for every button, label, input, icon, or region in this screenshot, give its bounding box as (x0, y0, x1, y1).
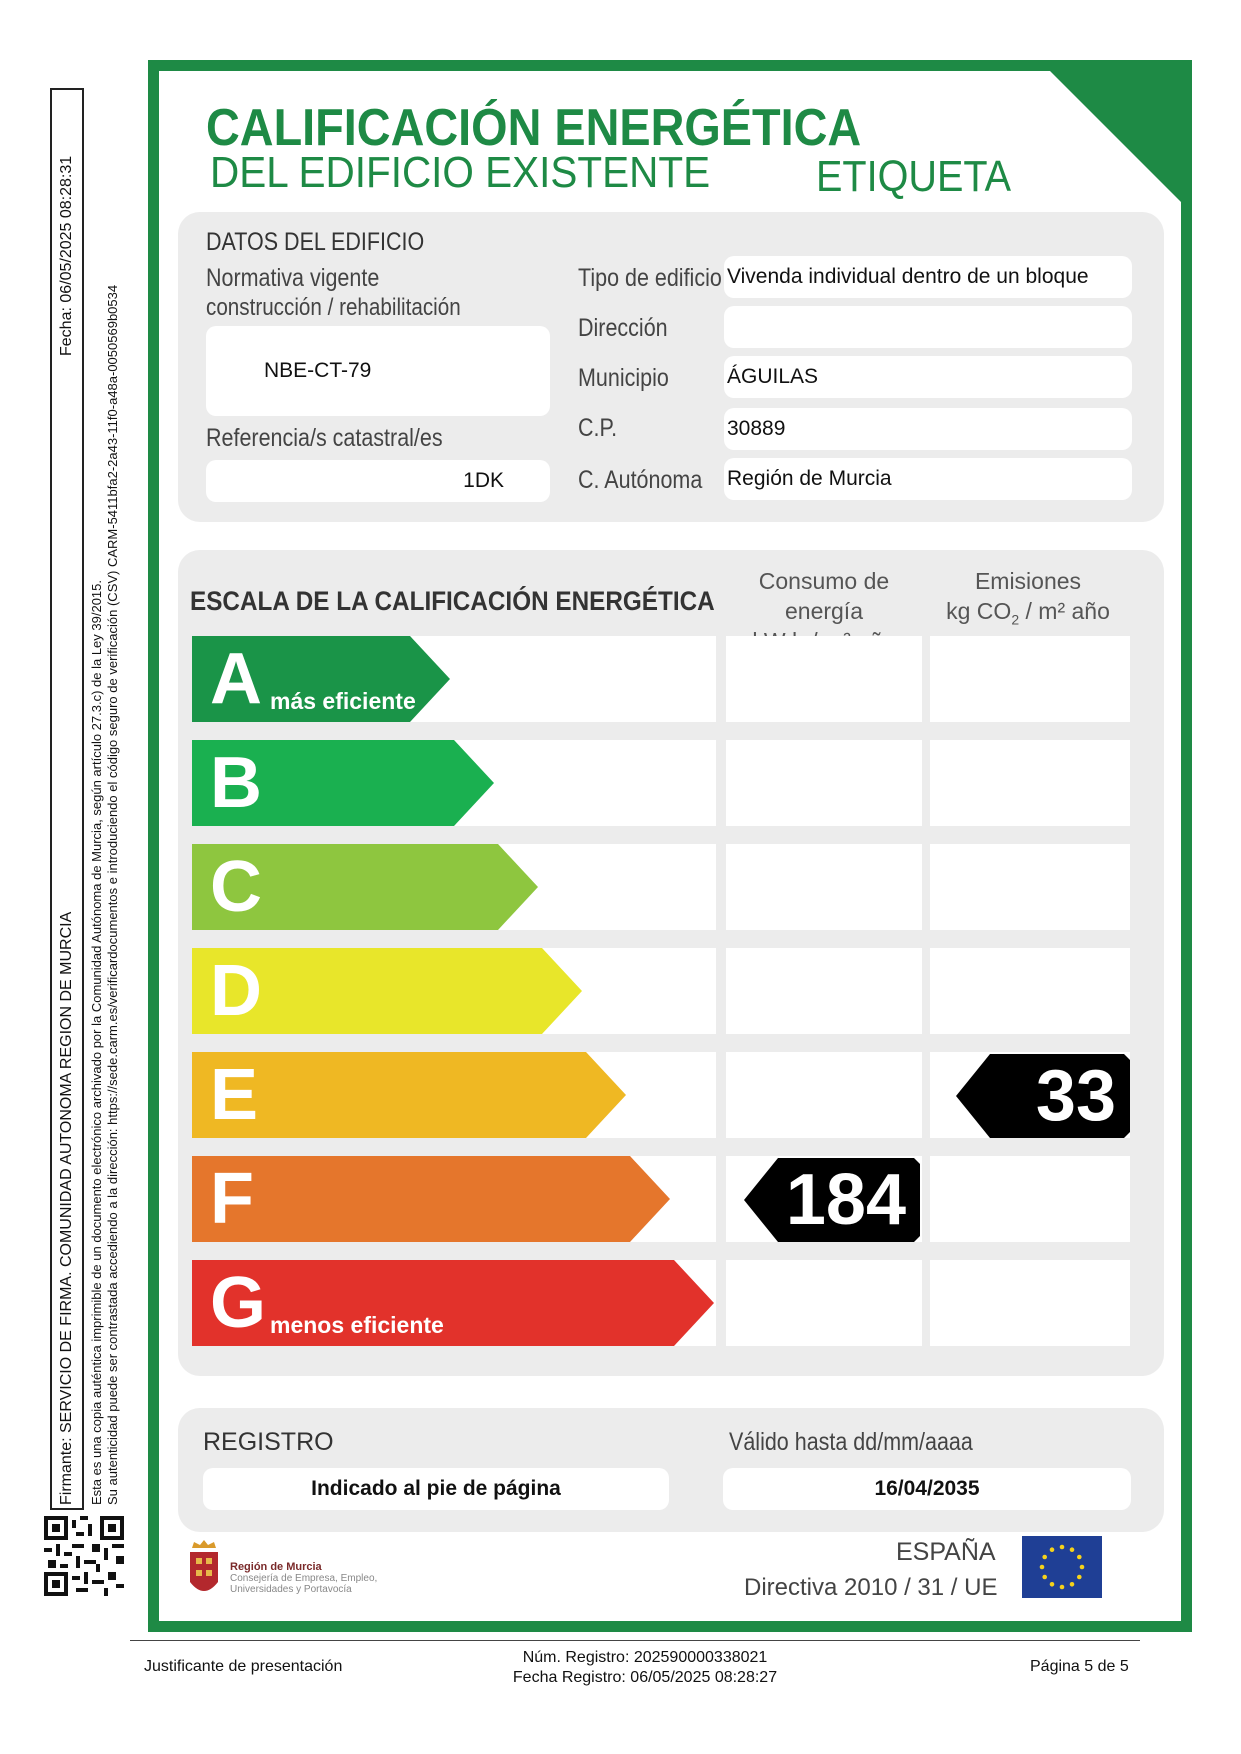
directiva-text: Directiva 2010 / 31 / UE (744, 1574, 998, 1601)
murcia-logo-line-2: Consejería de Empresa, Empleo, (230, 1573, 378, 1584)
valido-field (723, 1468, 1131, 1510)
scale-row-cell (930, 1156, 1130, 1242)
direccion-field (724, 306, 1132, 348)
escala-heading: ESCALA DE LA CALIFICACIÓN ENERGÉTICA (190, 586, 715, 616)
espana-text: ESPAÑA (896, 1538, 996, 1566)
eu-flag-icon (1022, 1536, 1102, 1598)
scale-row-cell (930, 948, 1130, 1034)
grade-letter: E (210, 1055, 259, 1135)
csv-text: Su autenticidad puede ser contrastada accediendo a la dirección: https://sede.carm.es/verificardocumentos e introduciendo el código seguro de verificación (CSV) CARM-5411bfa2-2a43-11f0-a48a-0050569b0534 (105, 284, 120, 1505)
scale-row-cell (930, 636, 1130, 722)
tipo-field (724, 256, 1132, 298)
registro-field (203, 1468, 669, 1510)
municipio-label: Municipio (578, 364, 669, 392)
scale-row-cell (726, 948, 922, 1034)
murcia-logo-line-1: Región de Murcia (230, 1561, 322, 1573)
murcia-coat-of-arms-icon (186, 1540, 222, 1602)
cp-label: C.P. (578, 414, 618, 442)
registro-heading: REGISTRO (203, 1428, 334, 1456)
scale-row-cell (726, 1052, 922, 1138)
valido-value: 16/04/2035 (874, 1477, 980, 1500)
scale-row-cell (930, 1260, 1130, 1346)
scale-row-cell (930, 844, 1130, 930)
title-calificacion: CALIFICACIÓN ENERGÉTICA (206, 99, 862, 157)
valido-label: Válido hasta dd/mm/aaaa (729, 1428, 973, 1456)
ca-value: Región de Murcia (727, 467, 892, 490)
emisiones-header (928, 566, 1128, 635)
emisiones-header-2: kg $CO_2 / m^2$ año (946, 598, 1110, 628)
grade-subtitle: más eficiente (270, 688, 416, 714)
referencia-value: 1DK (463, 469, 504, 492)
fecha-firma: Fecha: 06/05/2025 08:28:31 (58, 155, 75, 356)
footer-registro (480, 1648, 810, 1688)
emisiones-header-1: Emisiones (974, 568, 1082, 594)
grade-arrow-f (192, 1156, 672, 1242)
emisiones-badge-value: 33 (1035, 1056, 1116, 1136)
grade-letter: B (210, 743, 262, 823)
municipio-field (724, 356, 1132, 398)
frame-corner-triangle (1048, 69, 1183, 204)
scale-row-cell (930, 740, 1130, 826)
footer-num-registro: Núm. Registro: 202590000338021 (522, 1649, 768, 1666)
grade-letter: A (210, 639, 262, 719)
footer-pagina: Página 5 de 5 (1030, 1658, 1129, 1675)
grade-letter: D (210, 951, 262, 1031)
registro-value: Indicado al pie de página (311, 1477, 561, 1500)
referencia-field (206, 460, 550, 502)
footer-divider (130, 1640, 1140, 1641)
grade-letter: G (210, 1263, 267, 1343)
copia-autentica-text: Esta es una copia auténtica imprimible de un documento electrónico archivado por la Comunidad Autónoma de Murcia, según artículo 27.3.c) de la Ley 39/2015. (89, 580, 104, 1505)
datos-heading: DATOS DEL EDIFICIO (206, 228, 425, 256)
ca-field (724, 458, 1132, 500)
normativa-label-1: Normativa vigente (206, 264, 380, 292)
scale-row-cell (726, 1260, 922, 1346)
grade-letter: C (210, 847, 262, 927)
firmante-text: Firmante: SERVICIO DE FIRMA. COMUNIDAD AUTONOMA REGION DE MURCIA (58, 911, 75, 1505)
grade-subtitle: menos eficiente (270, 1312, 444, 1338)
tipo-value: Vivenda individual dentro de un bloque (727, 265, 1089, 288)
cp-value: 30889 (727, 417, 786, 440)
footer-justificante: Justificante de presentación (144, 1658, 343, 1675)
normativa-value: NBE-CT-79 (264, 359, 372, 382)
consumo-header-1: Consumo de energía (758, 568, 890, 624)
scale-row-cell (726, 844, 922, 930)
title-etiqueta: ETIQUETA (816, 152, 1012, 201)
qr-code (44, 1516, 124, 1596)
referencia-label: Referencia/s catastral/es (206, 424, 443, 452)
footer-fecha-registro: Fecha Registro: 06/05/2025 08:28:27 (512, 1669, 778, 1686)
normativa-label-2: construcción / rehabilitación (206, 294, 461, 321)
ca-label: C. Autónoma (578, 466, 703, 494)
scale-row-cell (726, 740, 922, 826)
grade-letter: F (210, 1159, 254, 1239)
municipio-value: ÁGUILAS (727, 365, 819, 388)
murcia-logo-line-3: Universidades y Portavocía (230, 1584, 352, 1595)
scale-row-cell (726, 636, 922, 722)
direccion-label: Dirección (578, 314, 668, 342)
tipo-label: Tipo de edificio (578, 264, 722, 292)
normativa-field (206, 326, 550, 416)
consumo-badge-value: 184 (785, 1160, 906, 1240)
cp-field (724, 408, 1132, 450)
title-edificio-existente: DEL EDIFICIO EXISTENTE (210, 148, 711, 197)
